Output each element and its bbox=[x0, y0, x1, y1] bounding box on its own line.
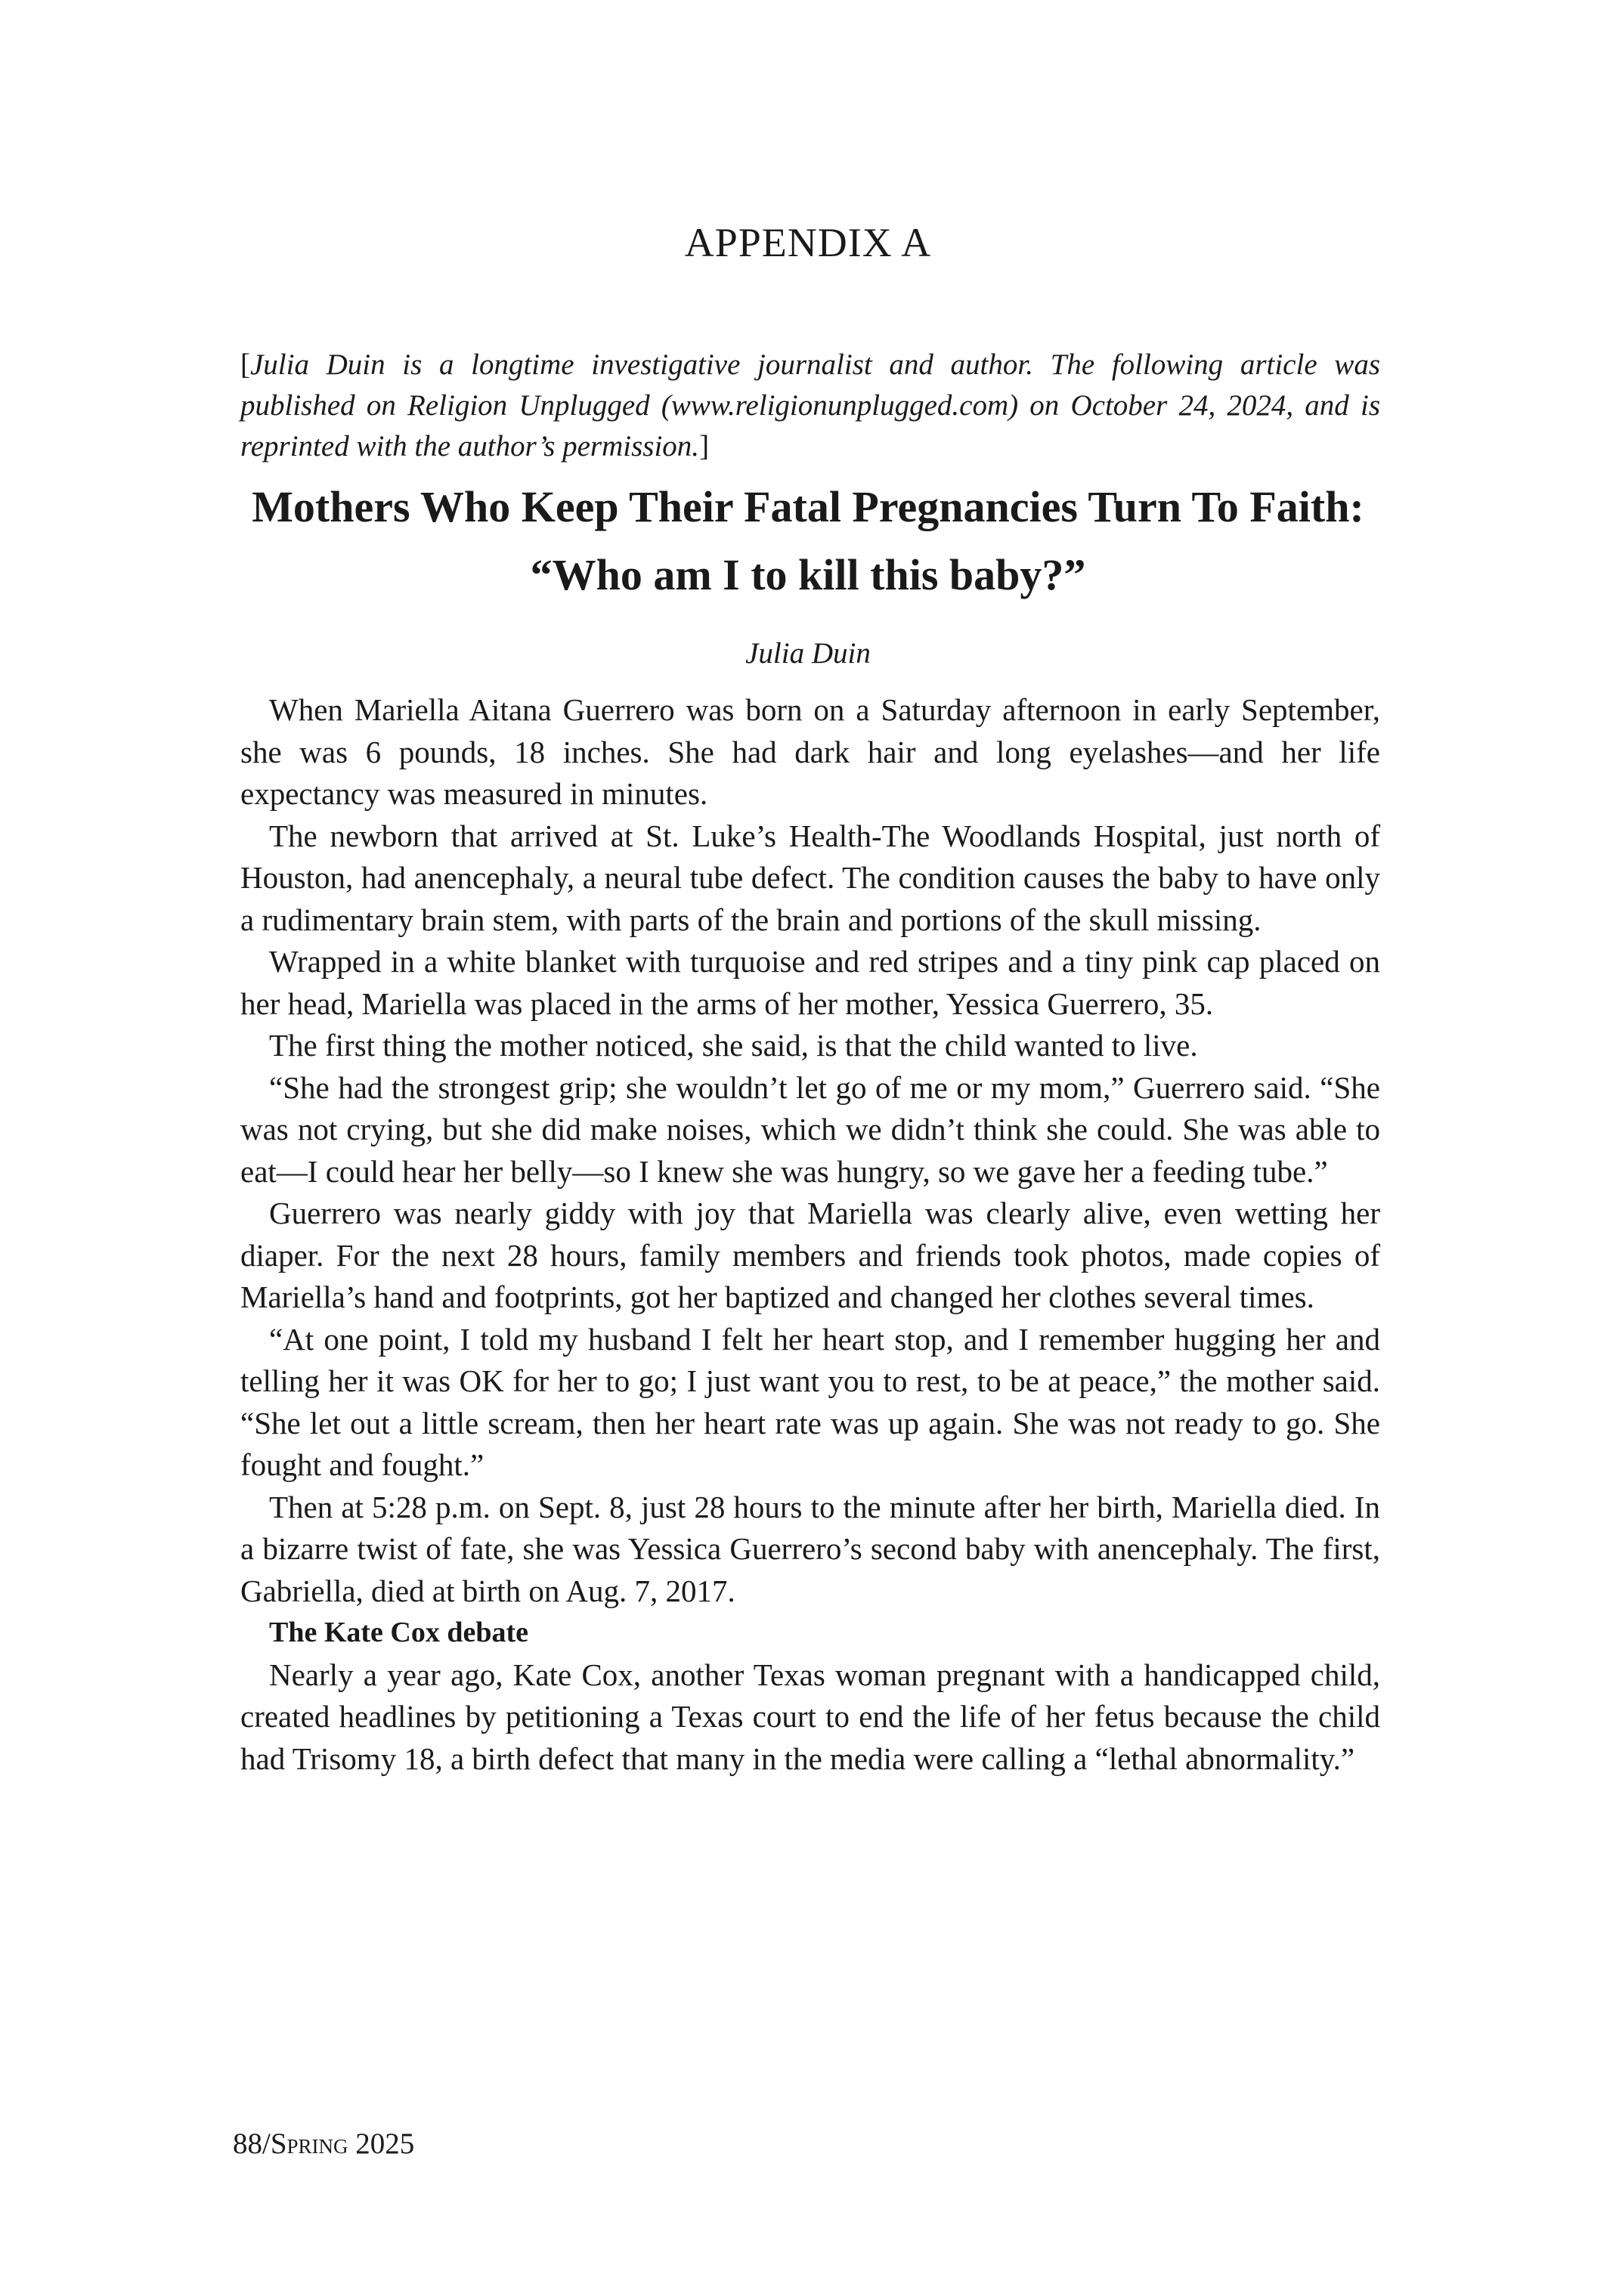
editor-note-text: Julia Duin is a longtime investigative journalist and author. The following article was published on Religion Unplugged (www.religionunplugged.com) on October 24, 2024, and is reprinted with the author’s permission. bbox=[240, 348, 1380, 463]
article-title bbox=[174, 473, 1442, 609]
body-paragraph: The first thing the mother noticed, she said, is that the child wanted to live. bbox=[269, 1028, 1198, 1063]
editor-note bbox=[240, 345, 1380, 467]
editor-note-close-bracket: ] bbox=[699, 430, 710, 463]
body-paragraph: Nearly a year ago, Kate Cox, another Texas woman pregnant with a handicapped child, created headlines by petitioning a Texas court to end the life of her fetus because the child had Trisomy 18, a birth defect that many in the media were calling a “lethal abnormality.” bbox=[240, 1657, 1380, 1776]
body-paragraph: “At one point, I told my husband I felt her heart stop, and I remember hugging her and telling her it was OK for her to go; I just want you to rest, to be at peace,” the mother said. “She let out a little scream, then her heart rate was up again. She was not ready to go. She fought and fought.” bbox=[240, 1321, 1380, 1482]
article-body bbox=[240, 689, 1380, 1780]
editor-note-open-bracket: [ bbox=[240, 348, 250, 381]
page-footer bbox=[233, 2127, 414, 2161]
section-heading: The Kate Cox debate bbox=[269, 1617, 529, 1648]
body-paragraph: Then at 5:28 p.m. on Sept. 8, just 28 hours to the minute after her birth, Mariella died. In a bizarre twist of fate, she was Yessica Guerrero’s second baby with anencephaly. The first, Gabriella, died at birth on Aug. 7, 2017. bbox=[240, 1489, 1380, 1608]
appendix-heading: APPENDIX A bbox=[684, 220, 932, 265]
page-number: 88/ bbox=[233, 2127, 271, 2160]
body-paragraph: “She had the strongest grip; she wouldn’t let go of me or my mom,” Guerrero said. “She was not crying, but she did make noises, which we didn’t think she could. She was able to eat—I could hear her belly—so I knew she was hungry, so we gave her a feeding tube.” bbox=[240, 1069, 1380, 1189]
article-byline: Julia Duin bbox=[745, 637, 871, 670]
article-title-line-1: Mothers Who Keep Their Fatal Pregnancies Turn To Faith: bbox=[252, 482, 1364, 531]
issue-label: Spring 2025 bbox=[270, 2127, 415, 2160]
article-title-line-2: “Who am I to kill this baby?” bbox=[530, 550, 1086, 599]
body-paragraph: Wrapped in a white blanket with turquoise and red stripes and a tiny pink cap placed on her head, Mariella was placed in the arms of her mother, Yessica Guerrero, 35. bbox=[240, 944, 1380, 1021]
body-paragraph: The newborn that arrived at St. Luke’s Health-The Woodlands Hospital, just north of Houston, had anencephaly, a neural tube defect. The condition causes the baby to have only a rudimentary brain stem, with parts of the brain and portions of the skull missing. bbox=[240, 818, 1380, 937]
body-paragraph: When Mariella Aitana Guerrero was born on a Saturday afternoon in early September, she was 6 pounds, 18 inches. She had dark hair and long eyelashes—and her life expectancy was measured in minutes. bbox=[240, 692, 1380, 811]
body-paragraph: Guerrero was nearly giddy with joy that Mariella was clearly alive, even wetting her diaper. For the next 28 hours, family members and friends took photos, made copies of Mariella’s hand and footprints, got her baptized and changed her clothes several times. bbox=[240, 1196, 1380, 1314]
